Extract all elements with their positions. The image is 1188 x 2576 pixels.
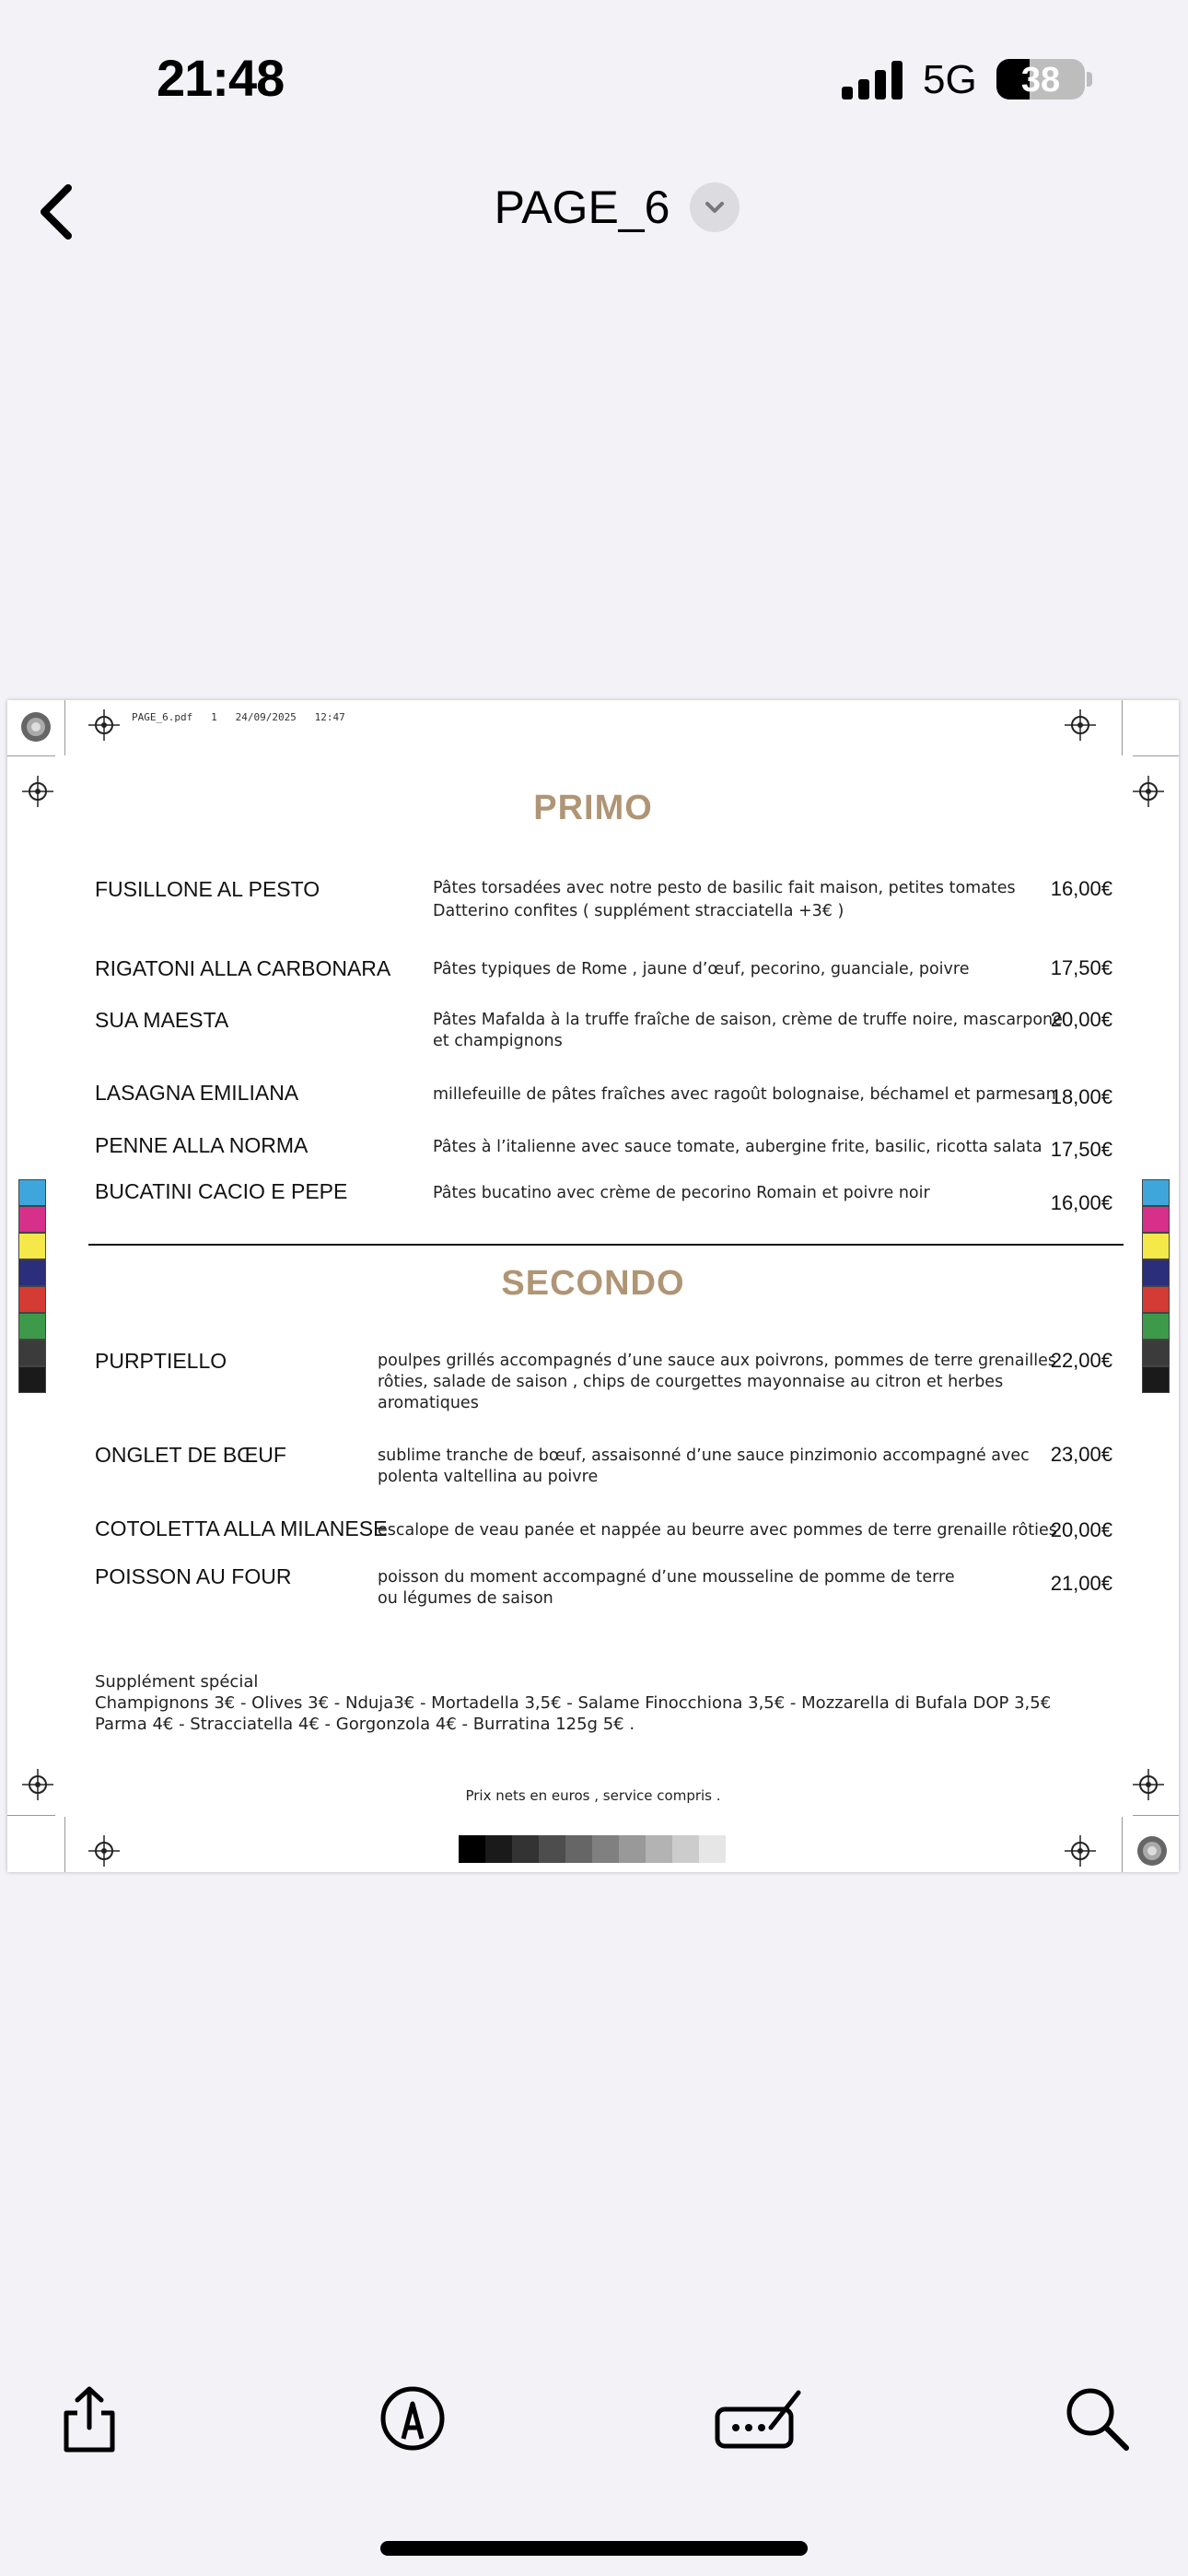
dish-price: 17,50€: [1050, 1138, 1112, 1161]
dish-name: LASAGNA EMILIANA: [95, 1081, 299, 1105]
registration-mark-icon: [88, 709, 120, 741]
dish-price: 21,00€: [1050, 1572, 1112, 1595]
document-title-menu[interactable]: [0, 181, 1188, 234]
dish-price: 20,00€: [1050, 1518, 1112, 1541]
cellular-signal-icon: [842, 59, 903, 100]
supplement-line: Parma 4€ - Stracciatella 4€ - Gorgonzola 4€ - Burratina 125g 5€ .: [95, 1715, 635, 1734]
price-note: Prix nets en euros , service compris .: [465, 1787, 721, 1804]
share-button[interactable]: [48, 2377, 131, 2460]
chevron-down-icon: [690, 182, 740, 232]
dish-description: millefeuille de pâtes fraîches avec ragoût bolognaise, béchamel et parmesan: [433, 1085, 1056, 1104]
status-time: 21:48: [157, 49, 285, 107]
dish-description: Pâtes torsadées avec notre pesto de basilic fait maison, petites tomates Datterino confites ( supplément stracciatella +3€ ): [433, 879, 1016, 920]
crop-mark: [7, 755, 55, 756]
dish-name: FUSILLONE AL PESTO: [95, 877, 320, 901]
dish-description: poulpes grillés accompagnés d’une sauce aux poivrons, pommes de terre grenailles rôties, salade de saison , chips de courgettes mayonnaise au citron et herbes aromatiques: [378, 1352, 1056, 1412]
gray-scale-bar: [459, 1835, 726, 1863]
supplement-title: Supplément spécial: [95, 1672, 259, 1692]
dish-price: 22,00€: [1050, 1349, 1112, 1372]
dish-description: sublime tranche de bœuf, assaisonné d’une sauce pinzimonio accompagné avec polenta valtellina au poivre: [378, 1446, 1030, 1486]
crop-mark: [1122, 700, 1123, 755]
search-button[interactable]: [1055, 2377, 1138, 2460]
print-slug: PAGE_6.pdf 1 24/09/2025 12:47: [132, 711, 345, 723]
dish-price: 20,00€: [1050, 1008, 1112, 1031]
registration-mark-icon: [1065, 709, 1096, 741]
signature-button[interactable]: [709, 2377, 810, 2460]
dish-description: escalope de veau panée et nappée au beurre avec pommes de terre grenaille rôties: [378, 1521, 1057, 1540]
dish-price: 16,00€: [1050, 877, 1112, 900]
supplement-line: Champignons 3€ - Olives 3€ - Nduja3€ - Mortadella 3,5€ - Salame Finocchiona 3,5€ - Mozzarella di Bufala DOP 3,5€: [95, 1693, 1052, 1713]
section-title-secondo: SECONDO: [501, 1264, 685, 1303]
markup-button[interactable]: [371, 2377, 454, 2460]
home-indicator[interactable]: [380, 2541, 808, 2556]
dish-name: BUCATINI CACIO E PEPE: [95, 1179, 348, 1203]
supplement-block: [95, 1671, 1051, 1735]
markup-pen-icon: [379, 2385, 446, 2452]
dish-price: 23,00€: [1050, 1443, 1112, 1466]
target-circle-icon: [20, 711, 52, 743]
registration-mark-icon: [1065, 1835, 1096, 1867]
crop-mark: [7, 1815, 55, 1816]
battery-icon: [996, 59, 1085, 100]
dish-name: COTOLETTA ALLA MILANESE: [95, 1516, 388, 1540]
section-divider: [88, 1244, 1124, 1246]
search-icon: [1062, 2383, 1132, 2453]
registration-mark-icon: [88, 1835, 120, 1867]
crop-mark: [1122, 1817, 1123, 1872]
dish-description: Pâtes à l’italienne avec sauce tomate, aubergine frite, basilic, ricotta salata: [433, 1138, 1042, 1156]
dish-description: poisson du moment accompagné d’une mousseline de pomme de terre ou légumes de saison: [378, 1568, 955, 1608]
crop-mark: [64, 1817, 65, 1872]
dish-name: PENNE ALLA NORMA: [95, 1133, 309, 1157]
crop-mark: [64, 700, 65, 755]
dish-name: SUA MAESTA: [95, 1008, 229, 1032]
dish-price: 17,50€: [1050, 956, 1112, 979]
signature-icon: [714, 2385, 806, 2452]
dish-name: ONGLET DE BŒUF: [95, 1443, 286, 1467]
document-title: PAGE_6: [494, 181, 670, 233]
dish-description: Pâtes typiques de Rome , jaune d’œuf, pecorino, guanciale, poivre: [433, 960, 970, 978]
dish-price: 16,00€: [1050, 1191, 1112, 1214]
dish-price: 18,00€: [1050, 1085, 1112, 1108]
section-title-primo: PRIMO: [533, 789, 653, 827]
dish-description: Pâtes Mafalda à la truffe fraîche de saison, crème de truffe noire, mascarpone et champignons: [433, 1011, 1063, 1050]
battery-level: 38: [1020, 61, 1061, 100]
target-circle-icon: [1136, 1835, 1168, 1867]
network-type: 5G: [923, 57, 977, 102]
pdf-page[interactable]: [7, 700, 1179, 1872]
crop-mark: [1133, 1815, 1179, 1816]
dish-name: PURPTIELLO: [95, 1349, 227, 1373]
crop-mark: [1133, 755, 1179, 756]
share-icon: [57, 2382, 122, 2455]
battery-tip: [1087, 72, 1092, 87]
dish-name: POISSON AU FOUR: [95, 1564, 292, 1588]
dish-description: Pâtes bucatino avec crème de pecorino Romain et poivre noir: [433, 1184, 930, 1202]
dish-name: RIGATONI ALLA CARBONARA: [95, 956, 391, 980]
